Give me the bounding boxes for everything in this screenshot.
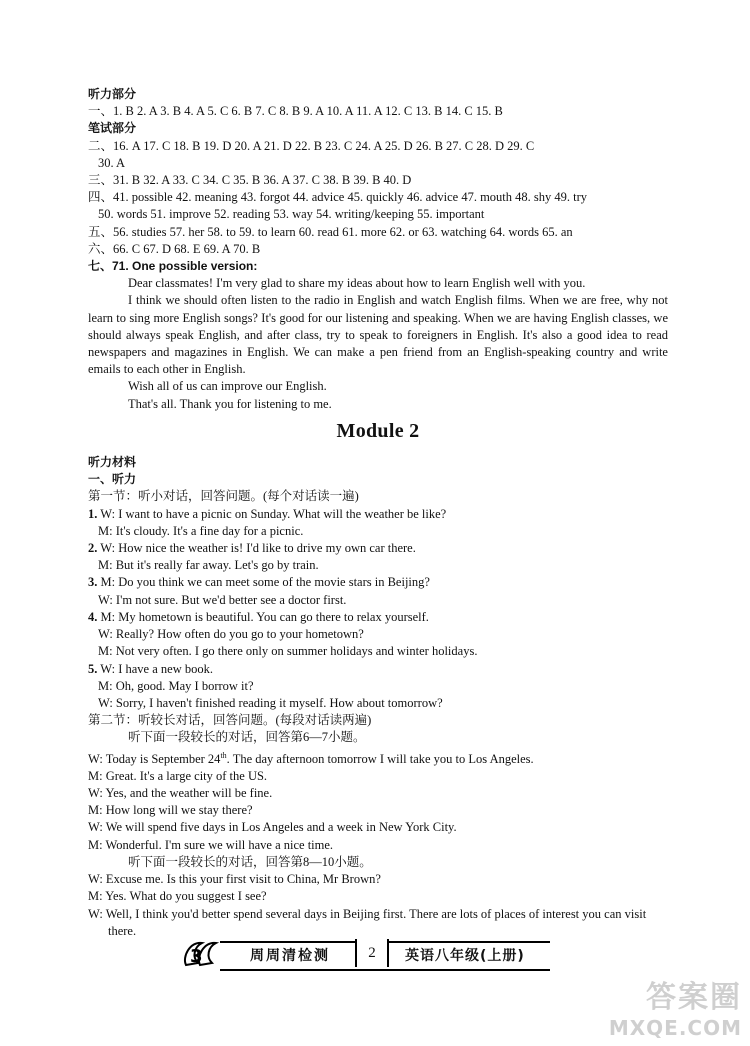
series-name: 周周清检测 (250, 948, 330, 964)
listening-heading: 听力部分 (88, 87, 137, 101)
dialogue-line: W: We will spend five days in Los Angeles and a week in New York City. (88, 820, 457, 835)
dialogue-line: W: Really? How often do you go to your hometown? (98, 627, 364, 642)
answers-part-four: 四、41. possible 42. meaning 43. forgot 44. advice 45. quickly 46. advice 47. mouth 48. shy 49. try (88, 190, 588, 205)
dialogue-list (88, 506, 668, 712)
essay-paragraph-4: That's all. Thank you for listening to me. (128, 396, 332, 411)
long-dialogue-2-intro: 听下面一段较长的对话，回答第8—10小题。 (128, 854, 372, 869)
dialogue-line: 1. W: I want to have a picnic on Sunday. What will the weather be like? (88, 506, 447, 521)
page-footer (180, 927, 560, 977)
dialogue-line: W: Sorry, I haven't finished reading it myself. How about tomorrow? (98, 695, 443, 710)
dialogue-line: W: Today is September 24th. The day afternoon tomorrow I will take you to Los Angeles. (88, 750, 534, 766)
essay-paragraph-2: I think we should often listen to the radio in English and watch English films. When we are free, why not learn to sing more English songs? It's good for our listening and speaking. When we are having English classes, we should always speak English, and after class, try to speak to foreigners in English. It's also a good idea to read newspapers and magazines in English. We can make a pen friend from an English-speaking country and write emails to each other in English. (88, 293, 668, 377)
written-heading: 笔试部分 (88, 121, 137, 136)
watermark (609, 972, 742, 1040)
dialogue-line: M: But it's really far away. Let's go by train. (98, 558, 319, 573)
dialogue-line: M: Not very often. I go there only on summer holidays and winter holidays. (98, 644, 478, 659)
answers-part-two-cont: 30. A (98, 155, 126, 170)
dialogue-line: 3. M: Do you think we can meet some of the movie stars in Beijing? (88, 575, 430, 590)
watermark-top: 答案圈 (646, 980, 742, 1015)
dialogue-line: W: Yes, and the weather will be fine. (88, 786, 273, 801)
long-dialogue-1-intro: 听下面一段较长的对话，回答第6—7小题。 (128, 730, 366, 745)
watermark-bottom: MXQE.COM (608, 1016, 742, 1040)
module-title: Module 2 (336, 419, 420, 442)
material-heading: 听力材料 (88, 455, 137, 470)
dialogue-line: 2. W: How nice the weather is! I'd like to drive my own car there. (88, 541, 416, 556)
answers-part-two: 二、16. A 17. C 18. B 19. D 20. A 21. D 22. B 23. C 24. A 25. D 26. B 27. C 28. D 29. C (88, 138, 535, 153)
answers-part-one: 一、1. B 2. A 3. B 4. A 5. C 6. B 7. C 8. B 9. A 10. A 11. A 12. C 13. B 14. C 15. B (88, 104, 503, 119)
answer-page (88, 86, 668, 940)
dialogue-line: M: Wonderful. I'm sure we will have a nice time. (88, 837, 334, 852)
svg-text:3: 3 (190, 946, 203, 967)
answers-part-three: 三、31. B 32. A 33. C 34. C 35. B 36. A 37. C 38. B 39. B 40. D (88, 173, 412, 188)
dialogue-line: W: Excuse me. Is this your first visit to China, Mr Brown? (88, 872, 381, 887)
dialogue-line: M: Great. It's a large city of the US. (88, 768, 268, 783)
dialogue-line: 5. W: I have a new book. (88, 661, 213, 676)
dialogue-line: M: Yes. What do you suggest I see? (88, 889, 267, 904)
essay-paragraph-3: Wish all of us can improve our English. (128, 379, 327, 394)
answers-part-four-cont: 50. words 51. improve 52. reading 53. way 54. writing/keeping 55. important (98, 207, 485, 222)
part-one-heading: 第一节：听小对话，回答问题。(每个对话读一遍) (88, 489, 359, 504)
dialogue-line: M: How long will we stay there? (88, 803, 253, 818)
dialogue-line: W: I'm not sure. But we'd better see a doctor first. (98, 592, 347, 607)
page-number: 2 (355, 939, 389, 967)
dialogue-line: M: Oh, good. May I borrow it? (98, 678, 254, 693)
answers-part-five: 五、56. studies 57. her 58. to 59. to learn 60. read 61. more 62. or 63. watching 64. words 65. an (88, 224, 573, 239)
dialogue-line: W: Well, I think you'd better spend several days in Beijing first. There are lots of places of interest you can visit there. (88, 906, 647, 938)
dialogue-line: 4. M: My hometown is beautiful. You can go there to relax yourself. (88, 609, 429, 624)
section-one-heading: 一、听力 (88, 472, 137, 487)
book-name: 英语八年级(上册) (405, 948, 525, 964)
answers-part-seven: 七、71. One possible version: (88, 259, 258, 274)
answers-part-six: 六、66. C 67. D 68. E 69. A 70. B (88, 241, 261, 256)
dialogue-line: M: It's cloudy. It's a fine day for a picnic. (98, 523, 304, 538)
essay-paragraph-1: Dear classmates! I'm very glad to share my ideas about how to learn English well with you. (128, 276, 586, 291)
part-two-heading: 第二节：听较长对话，回答问题。(每段对话读两遍) (88, 713, 372, 728)
